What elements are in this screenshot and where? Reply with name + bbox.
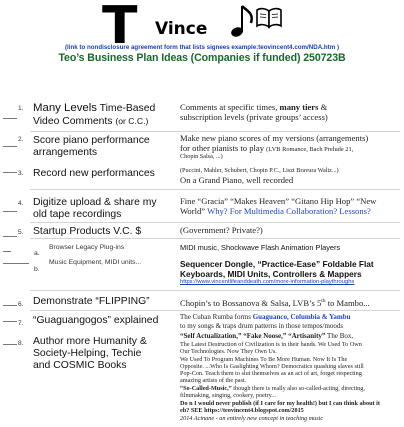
item-label: Demonstrate “FLIPPING” — [33, 296, 150, 307]
item-number: 2. — [18, 136, 24, 143]
item-note-line[interactable]: eh? SEE https://teovincent4.blogspot.com/2015 — [180, 407, 304, 414]
note-part: (LVB Romance, Bach Prelude 21, — [266, 146, 354, 153]
row-marker — [3, 251, 11, 252]
item-note-line: amazing artists of the past. — [180, 377, 247, 384]
row-marker — [3, 172, 17, 173]
note-part: Comments at specific times, — [180, 102, 280, 112]
item-label-line — [33, 116, 148, 127]
item-note-line: filmmaking, singing, cookery, poetry... — [180, 392, 276, 399]
row-marker — [3, 344, 17, 345]
item-note — [180, 333, 353, 341]
item-number: 4. — [18, 200, 24, 207]
item-label — [33, 103, 155, 114]
item-label-line: arrangements — [33, 147, 98, 158]
divider — [30, 222, 400, 223]
note-part: “Self Actualization,” “Fake Noose,” “Artisanity” — [180, 332, 326, 340]
divider — [30, 238, 400, 239]
item-note-line: 2014 Acinane - an entirely new concept in teaching music — [180, 415, 324, 422]
note-part: though there is really also so-called-acting, directing, — [231, 385, 365, 392]
item-label-line: and COSMIC Books — [33, 360, 127, 371]
music-note-icon — [227, 3, 257, 39]
item-label: Record new performances — [33, 168, 155, 179]
item-note-line: Opposite. ...Who Is Gaslighting Whom? Democratics quashing slaves still — [180, 363, 364, 370]
item-note-line: On a Grand Piano, well recorded — [180, 175, 294, 185]
item-note-line: Do n I would never publish (if I care for my health!) but I can think about it — [180, 400, 380, 407]
item-number: 7. — [18, 320, 24, 327]
row-marker — [3, 211, 17, 212]
divider — [30, 290, 400, 291]
item-label: Digitize upload & share my — [33, 197, 157, 208]
row-marker — [3, 263, 29, 264]
note-part: “So-Called-Music,” — [180, 385, 232, 392]
note-part: The Box, — [325, 332, 354, 340]
item-label: Music Equipment, MIDI units... — [49, 259, 142, 266]
item-number: b. — [34, 266, 40, 273]
divider — [30, 310, 400, 311]
item-note: (Puccini, Mahler, Schubert, Chopin P.C., Liszt Bravura Waltz...) — [180, 167, 339, 174]
nda-link[interactable]: (link to nondisclosure agreement form that lists signees example:teovincent4.com/NDA.htm ) — [64, 44, 340, 51]
logo-name: Vince — [155, 19, 208, 39]
row-marker — [3, 118, 17, 119]
item-label: “Guaguangogos” explained — [33, 315, 159, 326]
item-note: (Government? Private?) — [180, 225, 263, 235]
item-label-part: (or C.C.) — [115, 116, 149, 126]
item-note: MIDI music, Shockwave Flash Animation Players — [180, 243, 341, 252]
row-marker — [3, 146, 17, 147]
item-label-line: Society-Helping, Techie — [33, 348, 142, 359]
row-marker — [3, 236, 17, 237]
item-label-line: old tape recordings — [33, 209, 122, 220]
note-part: & — [318, 102, 328, 112]
item-label: Author more Humanity & — [33, 336, 147, 347]
item-number: 1. — [18, 105, 24, 112]
item-note-line: Pop-Con. Teach them to slut themselves as an act of art, forget respecting — [180, 370, 362, 377]
row-marker — [3, 305, 17, 306]
item-note-line: subscription levels (private groups’ access) — [180, 112, 328, 122]
item-note-line: Our Technologies. Now They Own Us. — [180, 348, 277, 355]
item-note-line: The Latest Destruction of Civilization is in their hands. We Used To Own — [180, 341, 362, 348]
note-part: for other pianists to play — [180, 143, 267, 153]
item-number: 8. — [18, 340, 24, 347]
note-part: Guaguanco, Columbia & Yambu — [252, 313, 351, 321]
item-note — [180, 297, 370, 308]
item-number: 5. — [18, 229, 24, 236]
note-part: “Gitano Hip Hop” “New — [291, 196, 377, 206]
item-note: Sequencer Dongle, “Practice-Ease” Foldable Flat — [180, 259, 374, 269]
page-title: Teo’s Business Plan Ideas (Companies if funded) 250723B — [58, 52, 346, 64]
item-note-line: Keyboards, MIDI Units, Controllers & Mappers — [180, 269, 362, 279]
note-sup: th — [321, 298, 326, 304]
note-part: The Cuban Rumba forms — [180, 313, 253, 321]
divider — [30, 131, 400, 132]
item-note-line: to my songs & traps drum patterns in those tempos/moods — [180, 322, 344, 330]
note-part: many tiers — [279, 102, 319, 112]
book-icon — [256, 7, 282, 29]
note-part: Why? For Multimedia Collaboration? Lessons? — [207, 206, 371, 216]
note-part: Chopin’s to Bossanova & Salsa, LVB’s 5 — [180, 297, 322, 308]
item-label: Score piano performance — [33, 135, 150, 146]
item-number: a. — [34, 250, 40, 257]
item-label: Browser Legacy Plug-ins — [49, 244, 125, 251]
item-label-part: Time-Based — [96, 103, 156, 114]
note-part: Fine “Gracia” “Makes Heaven” — [180, 196, 292, 206]
divider — [30, 189, 400, 190]
row-marker — [3, 321, 17, 322]
item-label-part: Many Levels — [33, 102, 97, 114]
note-part: to Mambo... — [325, 297, 370, 308]
playthroughs-link[interactable]: https://www.vincentlifeanddeath.com/more-information-playthroughs — [180, 279, 355, 285]
item-label: Startup Products V.C. $ — [33, 226, 142, 237]
item-number: 3. — [18, 170, 24, 177]
item-label-part: Video Comments — [33, 116, 116, 127]
item-note: Make new piano scores of my versions (arrangements) — [180, 133, 369, 143]
item-note-line: Chopin Salsa, ...) — [180, 153, 223, 160]
item-note-line — [180, 207, 371, 217]
item-number: 6. — [18, 301, 24, 308]
note-part: World” — [180, 206, 208, 216]
item-note-line: We Used To Program Machines To Be More Human. Now It Is The — [180, 356, 348, 363]
logo-letter: T — [102, 0, 138, 56]
item-note — [180, 314, 350, 322]
